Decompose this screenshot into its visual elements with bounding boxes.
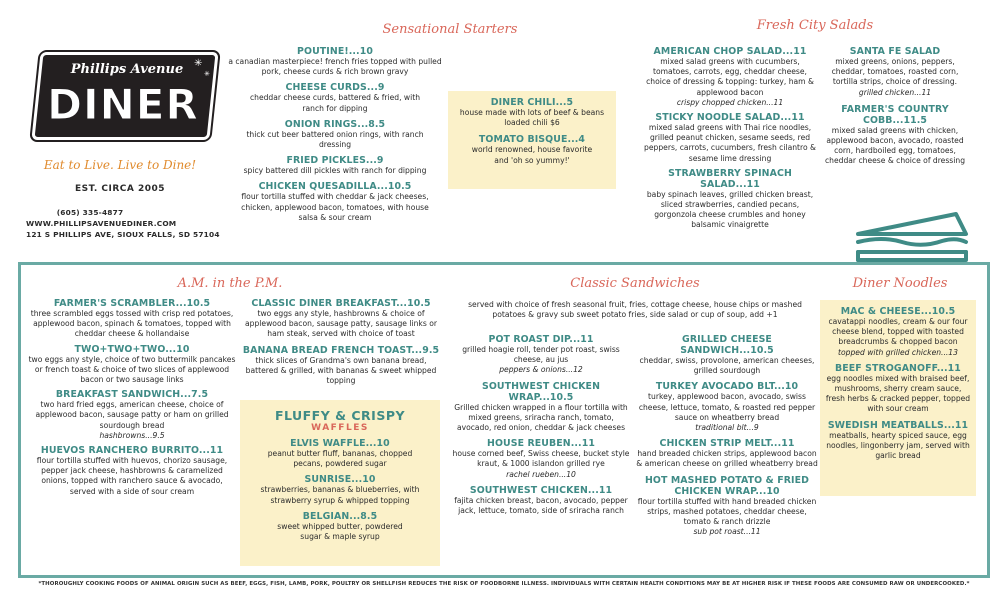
menu-item: CLASSIC DINER BREAKFAST...10.5 two eggs any style, hashbrowns & choice of applewood bacon, sausage patty, sausage links or ham steak, served with choice of toast (245, 298, 437, 339)
menu-item: TWO+TWO+TWO...10 two eggs any style, choice of two buttermilk pancakes or french toast & choice of two slices of applewood bacon or two sausage links (28, 343, 236, 385)
menu-item: SUNRISE...10 strawberries, bananas & blueberries, with strawberry syrup & whipped topping (260, 474, 420, 505)
logo (28, 44, 218, 142)
menu-item: BELGIAN...8.5 sweet whipped butter, powdered sugar & maple syrup (277, 510, 403, 542)
section-title-sandwiches: Classic Sandwiches (570, 276, 700, 291)
bisque-name: TOMATO BISQUE...4 (478, 134, 586, 146)
menu-item: SOUTHWEST CHICKEN...11 fajita chicken breast, bacon, avocado, pepper jack, lettuce, tomato, side of sriracha ranch (454, 484, 628, 516)
menu-item: HUEVOS RANCHERO BURRITO...11 flour tortilla stuffed with huevos, chorizo sausage, pepper jack cheese, hashbrowns & caramelized onions, topped with ranchero sauce & avocado, served with a side of sour cream (36, 445, 228, 496)
menu-item: ONION RINGS...8.5 thick cut beer battered onion rings, with ranch dressing (246, 118, 424, 150)
menu-item: STICKY NOODLE SALAD...11 mixed salad greens with Thai rice noodles, grilled peanut chicken, sesame seeds, red peppers, carrots, cucumbers, fresh cilantro & sesame lime dressing (644, 112, 816, 163)
star-icon: ✳ (194, 58, 203, 69)
menu-item: MAC & CHEESE...10.5 cavatappi noodles, cream & our four cheese blend, topped with toasted breadcrumbs & chopped bacon topped with grilled chicken...13 (828, 306, 968, 357)
menu-item: HOT MASHED POTATO & FRIED CHICKEN WRAP...10 flour tortilla stuffed with hand breaded chicken strips, mashed potatoes, cheddar cheese, tomato & ranch drizzle sub pot roast...11 (637, 474, 817, 537)
menu-item: GRILLED CHEESE SANDWICH...10.5 cheddar, swiss, provolone, american cheeses, grilled sourdough (639, 334, 815, 376)
sandwiches-left (452, 334, 630, 516)
menu-item: POT ROAST DIP...11 grilled hoagie roll, tender pot roast, swiss cheese, au jus peppers & onions...12 (462, 334, 620, 375)
menu-item: CHEESE CURDS...9 cheddar cheese curds, battered & fried, with ranch for dipping (249, 82, 421, 113)
menu-item: STRAWBERRY SPINACH SALAD...11 baby spinach leaves, grilled chicken breast, sliced strawberries, candied pecans, gorgonzola cheese crumbles and honey balsamic vinaigrette (646, 167, 814, 230)
bisque-desc: world renowned, house favorite and 'oh so yummy!' (471, 145, 593, 165)
menu-item: BANANA BREAD FRENCH TOAST...9.5 thick slices of Grandma's own banana bread, battered & grilled, with bananas & sweet whipped topping (242, 344, 440, 386)
am-left (28, 298, 236, 497)
menu-item: SWEDISH MEATBALLS...11 meatballs, hearty spiced sauce, egg noodles, lingonberry jam, served with garlic bread (826, 419, 970, 461)
menu-item: SOUTHWEST CHICKEN WRAP...10.5 Grilled chicken wrapped in a flour tortilla with mixed greens, sriracha ranch, tomato, avocado, red onion, cheddar & jack cheeses (454, 380, 628, 433)
waffles-box (240, 400, 440, 566)
am-right (240, 298, 442, 386)
soup-box (448, 91, 616, 189)
section-title-am: A.M. in the P.M. (177, 276, 283, 291)
logo-main-text: DINER (47, 80, 199, 129)
menu-item: FARMER'S COUNTRY COBB...11.5 mixed salad greens with chicken, applewood bacon, avocado, roasted corn, hardboiled egg, tomatoes, cheddar cheese & choice of dressing (824, 103, 966, 166)
menu-item: CHICKEN QUESADILLA...10.5 flour tortilla stuffed with cheddar & jack cheeses, chicken, applewood bacon, tomatoes, with house salsa & sour cream (241, 181, 429, 222)
menu-item: CHICKEN STRIP MELT...11 hand breaded chicken strips, applewood bacon & american cheese on grilled wheatberry bread (636, 438, 818, 469)
sandwiches-intro: served with choice of fresh seasonal fruit, fries, cottage cheese, house chips or mashed potatoes & gravy sub sweet potato fries, side salad or cup of soup, add +1 (468, 300, 802, 320)
menu-item: ELVIS WAFFLE...10 peanut butter fluff, bananas, chopped pecans, powdered sugar (267, 438, 413, 469)
menu-item: FARMER'S SCRAMBLER...10.5 three scrambled eggs tossed with crisp red potatoes, applewood bacon, spinach & tomatoes, topped with cheddar cheese & hollandaise (30, 298, 234, 339)
sandwich-icon (852, 208, 972, 268)
website-text: WWW.PHILLIPSAVENUEDINER.COM (26, 219, 177, 228)
chili-name: DINER CHILI...5 (490, 97, 574, 108)
salads-right (822, 46, 968, 167)
star-icon: ✳ (204, 70, 210, 78)
menu-item: TURKEY AVOCADO BLT...10 turkey, applewood bacon, avocado, swiss cheese, lettuce, tomato, & roasted red pepper sauce on wheatberry bread traditional blt...9 (638, 381, 816, 433)
menu-item: FRIED PICKLES...9 spicy battered dill pickles with ranch for dipping (243, 155, 427, 176)
menu-item: POUTINE!...10 a canadian masterpiece! french fries topped with pulled pork, cheese curds & rich brown gravy (228, 46, 442, 77)
starters-list (228, 46, 442, 223)
chili-desc: house made with lots of beef & beans loaded chili $6 (459, 108, 605, 128)
section-title-salads: Fresh City Salads (756, 18, 874, 33)
menu-item: AMERICAN CHOP SALAD...11 mixed salad greens with cucumbers, tomatoes, carrots, egg, cheddar cheese, choice of dressing & topping: turkey, ham & applewood bacon crispy chopped chicken...11 (646, 46, 814, 107)
sandwiches-right (636, 334, 818, 537)
section-title-noodles: Diner Noodles (852, 276, 948, 291)
noodles-box (820, 300, 976, 496)
tagline: Eat to Live. Live to Dine! (43, 158, 197, 172)
menu-item: HOUSE REUBEN...11 house corned beef, Swiss cheese, bucket style kraut, & 1000 islandon grilled rye rachel rueben...10 (452, 438, 630, 479)
salads-left (642, 46, 818, 231)
waffles-title: FLUFFY & CRISPY (274, 408, 406, 423)
disclaimer: *THOROUGHLY COOKING FOODS OF ANIMAL ORIGIN SUCH AS BEEF, EGGS, FISH, LAMB, PORK, POULTRY OR SHELLFISH REDUCES THE RISK OF FOODBORNE ILLNESS. INDIVIDUALS WITH CERTAIN HEALTH CONDITIONS MAY BE AT HIGHER RISK IF THESE FOODS ARE CONSUMED RAW OR UNDERCOOKED.* (38, 581, 970, 587)
menu-item: BREAKFAST SANDWICH...7.5 two hard fried eggs, american cheese, choice of applewood bacon, sausage patty or ham on grilled sourdough bread hashbrowns...9.5 (35, 389, 229, 440)
address-text: 121 S PHILLIPS AVE, SIOUX FALLS, SD 57104 (26, 230, 220, 239)
section-title-starters: Sensational Starters (382, 22, 518, 37)
waffles-subtitle: WAFFLES (311, 423, 369, 433)
phone-text: (605) 335-4877 (56, 208, 124, 217)
menu-item: SANTA FE SALAD mixed greens, onions, peppers, cheddar, tomatoes, roasted corn, tortilla strips, choice of dressing. grilled chicken...11 (831, 46, 959, 97)
contact-block (26, 207, 226, 240)
est-text: EST. CIRCA 2005 (74, 184, 166, 194)
menu-item: BEEF STROGANOFF...11 egg noodles mixed with braised beef, mushrooms, sherry cream sauce, fresh herbs & cracked pepper, topped with sour cream (825, 362, 971, 414)
logo-top-text: Phillips Avenue (70, 62, 184, 77)
